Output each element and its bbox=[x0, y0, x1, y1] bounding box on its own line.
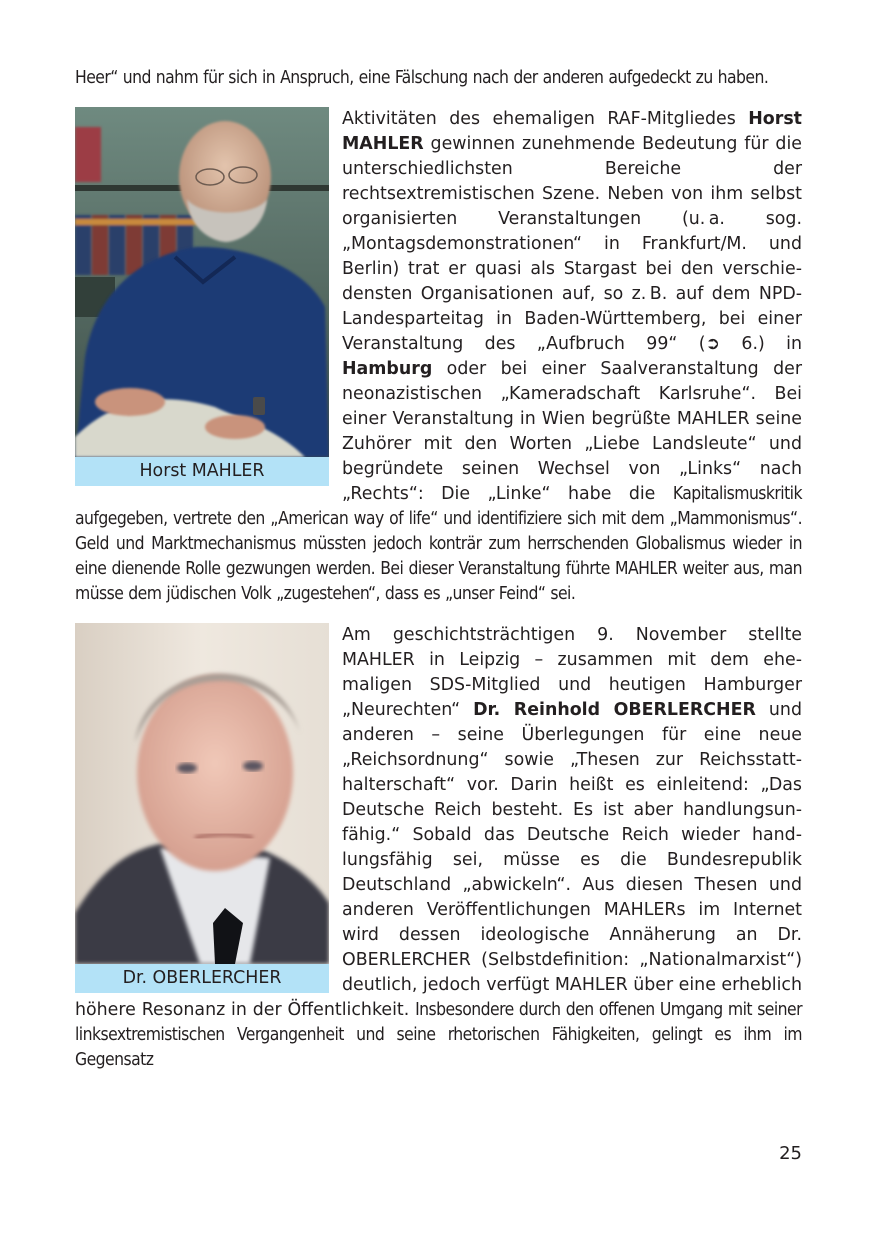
text-run: und anderen – seine Überlegungen für eine neue „Reichsordnung“ sowie „Thesen zur Reichsstatthalterschaft“ vor. Darin heißt es einleitend: „Das Deutsche Reich besteht. Es ist aber handlungsunfähig.“ Sobald das Deutsche Reich wieder handlungsfähig sei, müsse es die Bundesrepublik Deutschland „abwickeln“. Aus diesen Thesen und anderen Veröffentlichungen MAHLERs im Internet wird dessen ideologische Annäherung an Dr. OBERLERCHER (Selbstdefinition: „Nationalmarxist“) deutlich, jedoch verfügt MAHLER über eine erheblich höhere Resonanz in der Öffentlichkeit. bbox=[75, 700, 802, 1020]
text-run: Aktivitäten des ehemaligen RAF-Mitgliedes bbox=[342, 109, 749, 129]
photo-dr-oberlercher bbox=[75, 623, 329, 964]
caption-oberlercher: Dr. OBERLERCHER bbox=[75, 964, 329, 993]
text-run: gewinnen zunehmende Bedeutung für die unterschiedlichsten Bereiche der rechtsextremistischen Szene. Neben von ihm selbst organisierten Veranstaltungen (u. a. sog. „Montagsdemonstrationen“ in Frankfurt/M. und Berlin) trat er quasi als Stargast bei den verschiedensten Organisationen auf, so z. B. auf dem NPD-Landesparteitag in Baden-Württemberg, bei einer Veranstaltung des „Aufbruch 99“ ( bbox=[342, 134, 802, 354]
text-run-condensed: Insbesondere durch den offenen Umgang mit seiner linksextremistischen Vergangenheit und seine rhetorischen Fähigkeiten, gelingt es ihm im Gegensatz bbox=[75, 1000, 802, 1070]
mahler-photo-illustration bbox=[75, 107, 329, 457]
name-dr-reinhold-oberlercher: Dr. Reinhold OBERLERCHER bbox=[473, 700, 756, 720]
place-hamburg: Hamburg bbox=[342, 359, 433, 379]
arrow-right-icon: ➲ bbox=[705, 334, 721, 354]
text-run: Am geschichtsträchtigen 9. November stellte MAHLER in Leipzig – zusammen mit dem ehemaligen SDS-Mitglied und heutigen Hamburger „Neurechten“ bbox=[342, 625, 802, 720]
text-run: oder bei einer Saalveranstaltung der neonazistischen „Kameradschaft Karlsruhe“. Bei einer Veranstaltung in Wien begrüßte MAHLER seine Zuhörer mit den Worten „Liebe Landsleute“ und begründete seinen Wechsel von „Links“ nach „Rechts“: Die „Linke“ habe die bbox=[342, 359, 802, 504]
intro-paragraph: Heer“ und nahm für sich in Anspruch, eine Fälschung nach der anderen aufgedeckt zu haben. bbox=[75, 68, 769, 88]
figure-oberlercher bbox=[75, 623, 329, 993]
photo-horst-mahler bbox=[75, 107, 329, 457]
name-horst-mahler: Horst MAHLER bbox=[342, 109, 802, 154]
page-body bbox=[75, 66, 802, 1073]
section-mahler bbox=[75, 107, 802, 607]
text-run-condensed: Kapitalismuskritik aufgegeben, vertrete den „American way of life“ und identifiziere sich mit dem „Mammonismus“. Geld und Marktmechanismus müssten jedoch konträr zum herrschenden Globalismus wieder in eine dienende Rolle gezwungen werden. Bei dieser Veranstaltung führte MAHLER weiter aus, man müsse dem jüdischen Volk „zugestehen“, dass es „unser Feind“ sei. bbox=[75, 484, 802, 604]
oberlercher-photo-illustration bbox=[75, 623, 329, 964]
figure-mahler bbox=[75, 107, 329, 486]
section-oberlercher bbox=[75, 623, 802, 1073]
caption-mahler: Horst MAHLER bbox=[75, 457, 329, 486]
text-run: 6.) in bbox=[720, 334, 802, 354]
page-number: 25 bbox=[779, 1143, 802, 1164]
